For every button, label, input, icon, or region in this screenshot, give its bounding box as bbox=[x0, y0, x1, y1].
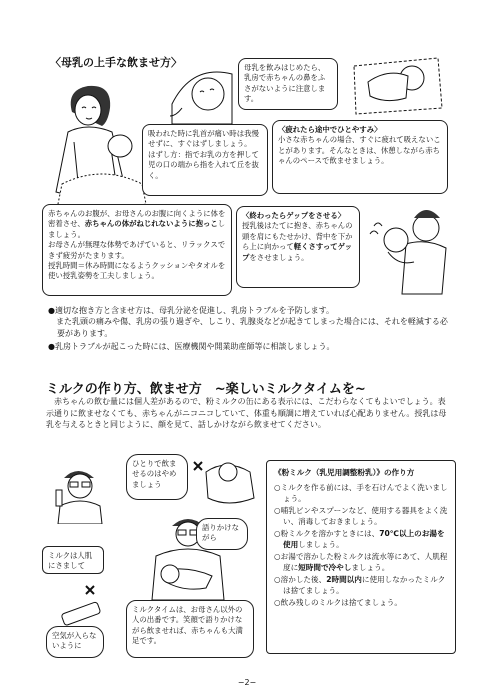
talk-bubble-text: 語りかけながら bbox=[202, 523, 239, 543]
resting-baby-illustration bbox=[348, 52, 444, 116]
nipple-pain-text-2: はずし方：指でお乳の方を押して児の口の端から指を入れて丘を抜く。 bbox=[148, 149, 259, 180]
bullet-indent bbox=[48, 317, 56, 326]
formula-howto-box bbox=[266, 460, 456, 654]
burp-text-1: 授乳後はたてに抱き、赤ちゃんの頭を肩にもたせかけ、背中を下から上に向かって bbox=[242, 221, 353, 252]
father-bottle-illustration bbox=[46, 462, 116, 524]
rest-box-text: 小さな赤ちゃんの場合、すぐに疲れて吸えないことがあります。そんなときは、休憩しながら赤ちゃんのペースで飲ませましょう。 bbox=[278, 135, 441, 166]
nose-caution-text: 母乳を飲みはじめたら、乳房で赤ちゃんの鼻をふさがないように注意します。 bbox=[244, 63, 326, 104]
bullet-dot: ● bbox=[48, 342, 55, 352]
circle-icon: ○ bbox=[274, 529, 281, 538]
burping-illustration bbox=[366, 204, 450, 296]
howto-item: ○飲み残しのミルクは捨てましょう。 bbox=[274, 598, 402, 607]
formula-howto-title: 《粉ミルク（乳児用調整粉乳）》の作り方 bbox=[274, 468, 415, 477]
mother-nursing-illustration bbox=[52, 72, 152, 212]
formula-howto-list bbox=[274, 482, 448, 608]
howto-item: ○ミルクを作る前には、手を石けんでよく洗いましょう。 bbox=[274, 483, 448, 503]
burp-text-3: をさせましょう。 bbox=[249, 252, 309, 262]
cool-milk-bubble bbox=[42, 546, 104, 574]
circle-icon: ○ bbox=[274, 483, 281, 492]
howto-item: ○哺乳ビンやスプーンなど、使用する器具をよく洗い、消毒しておきましょう。 bbox=[274, 506, 448, 526]
holding-text-1c: しましょう。 bbox=[48, 219, 226, 239]
page-number: −2− bbox=[237, 678, 257, 687]
holding-text-2: お母さんが無理な体勢であげていると、リラックスできず疲労がたまります。 bbox=[48, 240, 226, 260]
breast-title: 〈母乳の上手な飲ませ方〉 bbox=[50, 56, 182, 69]
rest-box bbox=[272, 120, 448, 194]
talk-bubble bbox=[196, 518, 248, 550]
nose-caution-box bbox=[238, 58, 338, 110]
howto-item: ○粉ミルクを溶かすときには、70℃以上のお湯を使用しましょう。 bbox=[274, 529, 445, 549]
breast-bullets bbox=[48, 305, 450, 353]
holding-text-3: 授乳時間＝休み時間になるようクッションやタオルを使い授乳姿勢を工夫しましょう。 bbox=[48, 261, 226, 281]
air-bubble bbox=[46, 626, 104, 658]
circle-icon: ○ bbox=[274, 598, 281, 607]
holding-box bbox=[42, 204, 232, 296]
burp-box bbox=[236, 206, 360, 288]
milk-title: ミルクの作り方、飲ませ方 ~楽しいミルクタイムを~ bbox=[46, 382, 366, 397]
howto-item: ○溶かした後、2時間以内に使用しなかったミルクは捨てましょう。 bbox=[274, 575, 446, 595]
milk-time-bubble bbox=[126, 600, 254, 658]
air-bubble-text: 空気が入らないように bbox=[52, 631, 97, 651]
handsfree-warning-text: ひとりで飲ませるのはやめましょう bbox=[132, 459, 177, 489]
propped-bottle-illustration bbox=[190, 452, 260, 510]
handsfree-warning-bubble bbox=[126, 454, 188, 500]
bullet-dot: ● bbox=[48, 306, 55, 315]
bullet-2: また乳頭の痛みや傷、乳房の張り過ぎや、しこり、乳腺炎などが起きてしまった場合には、それを軽減する必要があります。 bbox=[56, 317, 448, 338]
circle-icon: ○ bbox=[274, 575, 281, 584]
burp-box-title: 〈終わったらゲップをさせる〉 bbox=[242, 211, 346, 220]
baby-latching-illustration bbox=[168, 64, 234, 126]
cool-milk-text: ミルクは人肌にさまして bbox=[48, 551, 93, 571]
burp-text-bold: 軽くさすってゲップ bbox=[242, 242, 353, 262]
milk-intro: 赤ちゃんの飲む量には個人差があるので、粉ミルクの缶にある表示には、こだわらなくてもよいでしょう。表示通りに飲ませなくても、赤ちゃんがニコニコしていて、体重も順調に増えていれば心配ありません。授乳は母乳を与えるときと同じように、顔を見て、話しかけながら飲ませてください。 bbox=[46, 397, 447, 430]
tilted-bottle-illustration bbox=[56, 584, 116, 628]
bullet-3: 乳房トラブルが起こった時には、医療機関や開業助産師等に相談しましょう。 bbox=[54, 342, 335, 352]
rest-box-title: 〈疲れたら途中でひとやすみ〉 bbox=[278, 125, 382, 134]
howto-item: ○お湯で溶かした粉ミルクは流水等にあて、人肌程度に短時間で冷やしましょう。 bbox=[274, 552, 448, 572]
holding-text-1: 赤ちゃんのお腹が、お母さんのお腹に向くように体を密着させ、 bbox=[48, 209, 226, 229]
circle-icon: ○ bbox=[274, 506, 281, 515]
holding-text-bold: 赤ちゃんの体がねじれないように抱っこ bbox=[84, 219, 218, 229]
circle-icon: ○ bbox=[274, 552, 281, 561]
nipple-pain-box bbox=[142, 124, 268, 196]
nipple-pain-text-1: 吸われた時に乳首が痛い時は我慢せずに、すぐはずしましょう。 bbox=[148, 129, 259, 149]
milk-time-text: ミルクタイムは、お母さん以外の人の出番です。笑顔で語りかけながら飲ませれば、赤ちゃんも大満足です。 bbox=[132, 605, 243, 646]
bullet-1: 適切な抱き方と含ませ方は、母乳分泌を促進し、乳房トラブルを予防します。 bbox=[54, 306, 335, 315]
